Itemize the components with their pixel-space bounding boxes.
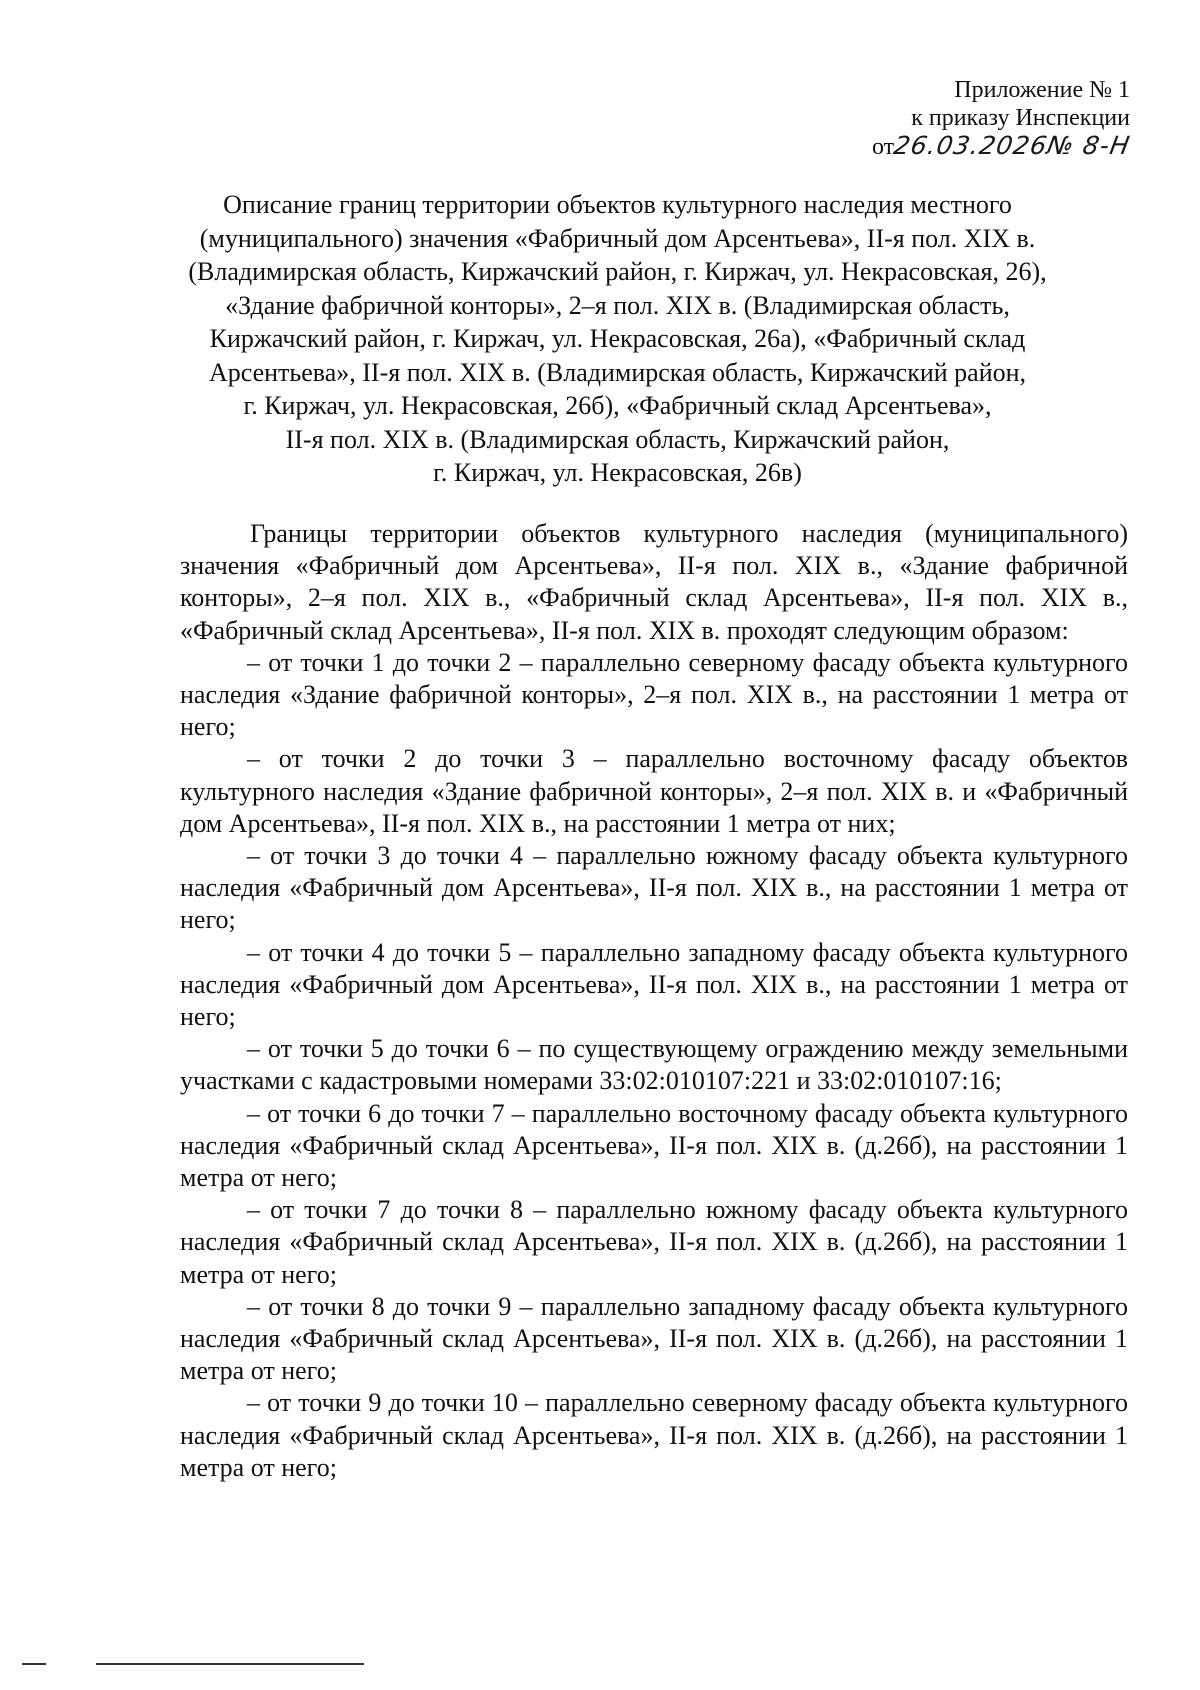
footer-rule-short (22, 1663, 46, 1665)
boundary-item: – от точки 3 до точки 4 – параллельно южному фасаду объекта культурного наследия «Фабричный дом Арсентьева», II-я пол. XIX в., на расстоянии 1 метра от него; (180, 841, 1128, 935)
order-date-prefix: от (872, 134, 895, 160)
title-line: г. Киржач, ул. Некрасовская, 26б), «Фабричный склад Арсентьева», (243, 391, 992, 420)
intro-paragraph: Границы территории объектов культурного наследия (муниципального) значения «Фабричный дом Арсентьева», II-я пол. XIX в., «Здание фабричной конторы», 2–я пол. XIX в., «Фабричный склад Арсентьева», II-я пол. XIX в., «Фабричный склад Арсентьева», II-я пол. XIX в. проходят следующим образом: (180, 519, 1128, 645)
appendix-header (872, 76, 1133, 161)
footer-rule-long (96, 1663, 364, 1665)
boundary-item: – от точки 1 до точки 2 – параллельно северному фасаду объекта культурного наследия «Здание фабричной конторы», 2–я пол. XIX в., на расстоянии 1 метра от него; (180, 647, 1128, 742)
title-line: Описание границ территории объектов культурного наследия местного (223, 190, 1012, 219)
document-title (160, 188, 1075, 490)
title-line: (Владимирская область, Киржачский район, г. Киржач, ул. Некрасовская, 26), (188, 257, 1047, 286)
appendix-order-date-line (872, 131, 1133, 161)
title-line: Арсентьева», II-я пол. XIX в. (Владимирская область, Киржачский район, (208, 357, 1027, 387)
appendix-order-ref: к приказу Инспекции (911, 105, 1130, 131)
boundary-item: – от точки 5 до точки 6 – по существующему ограждению между земельными участками с кадастровыми номерами 33:02:010107:221 и 33:02:010107:16; (180, 1034, 1128, 1096)
boundary-item: – от точки 4 до точки 5 – параллельно западному фасаду объекта культурного наследия «Фабричный дом Арсентьева», II-я пол. XIX в., на расстоянии 1 метра от него; (180, 937, 1128, 1032)
title-line: г. Киржач, ул. Некрасовская, 26в) (433, 458, 802, 487)
boundary-item: – от точки 2 до точки 3 – параллельно восточному фасаду объектов культурного наследия «Здание фабричной конторы», 2–я пол. XIX в. и «Фабричный дом Арсентьева», II-я пол. XIX в., на расстоянии 1 метра от них; (180, 744, 1128, 838)
boundary-item: – от точки 6 до точки 7 – параллельно восточному фасаду объекта культурного наследия «Фабричный склад Арсентьева», II-я пол. XIX в. (д.26б), на расстоянии 1 метра от него; (180, 1098, 1128, 1193)
title-line: II-я пол. XIX в. (Владимирская область, Киржачский район, (285, 424, 950, 454)
title-line: «Здание фабричной конторы», 2–я пол. XIX в. (Владимирская область, (225, 290, 1010, 320)
boundary-item: – от точки 7 до точки 8 – параллельно южному фасаду объекта культурного наследия «Фабричный склад Арсентьева», II-я пол. XIX в. (д.26б), на расстоянии 1 метра от него; (180, 1195, 1128, 1289)
handwritten-order-date: 26.03.2026№ 8-Н (891, 131, 1133, 160)
title-line: (муниципального) значения «Фабричный дом Арсентьева», II-я пол. XIX в. (199, 223, 1036, 253)
document-body (180, 518, 1128, 1484)
boundary-item: – от точки 8 до точки 9 – параллельно западному фасаду объекта культурного наследия «Фабричный склад Арсентьева», II-я пол. XIX в. (д.26б), на расстоянии 1 метра от него; (180, 1291, 1128, 1386)
title-line: Киржачский район, г. Киржач, ул. Некрасовская, 26а), «Фабричный склад (209, 324, 1026, 353)
boundary-item: – от точки 9 до точки 10 – параллельно северному фасаду объекта культурного наследия «Фабричный склад Арсентьева», II-я пол. XIX в. (д.26б), на расстоянии 1 метра от него; (180, 1388, 1128, 1482)
appendix-number: Приложение № 1 (954, 77, 1130, 103)
